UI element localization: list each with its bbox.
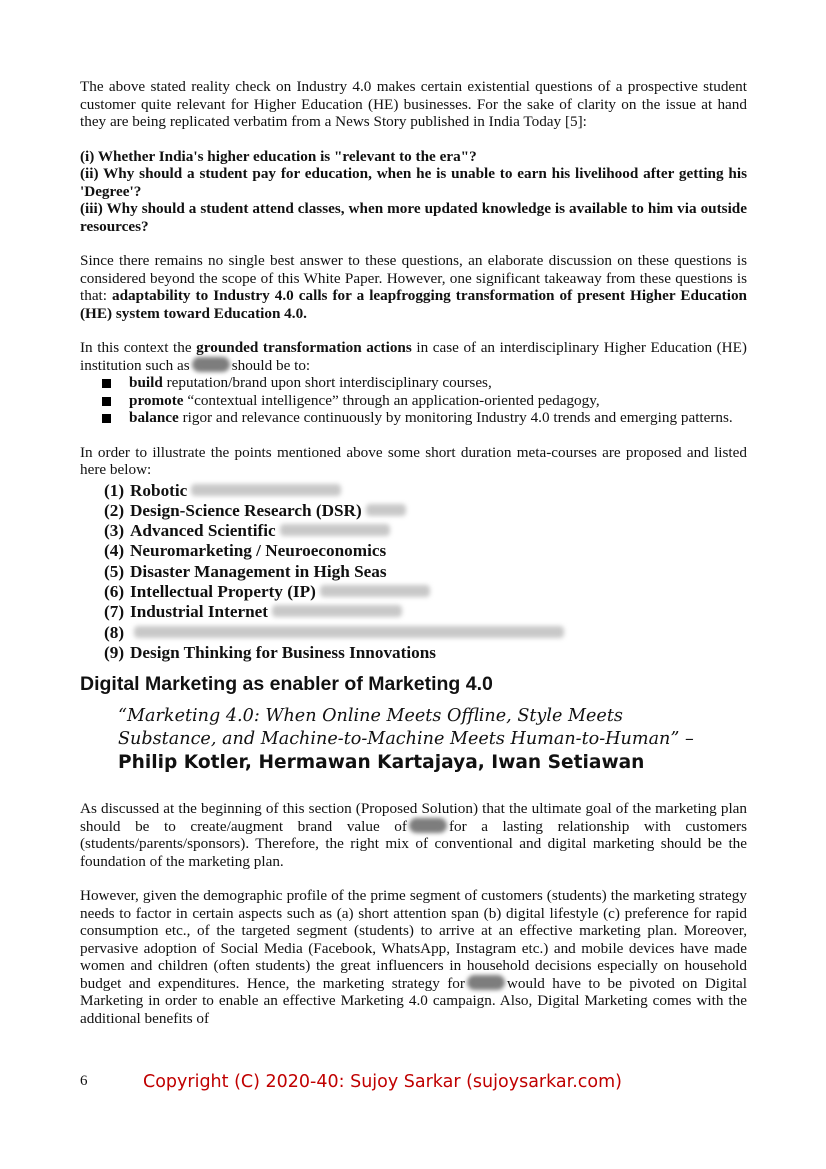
quote-author: Philip Kotler, Hermawan Kartajaya, Iwan Setiawan: [118, 752, 645, 774]
redacted-text: [280, 524, 390, 536]
square-bullet-icon: [102, 414, 111, 423]
square-bullet-icon: [102, 379, 111, 388]
intro-paragraph: The above stated reality check on Industry 4.0 makes certain existential questions of a prospective student customer quite relevant for Higher Education (HE) businesses. For the sake of clarity on the issue at hand they are being replicated verbatim from a News Story published in India Today [5]:: [80, 78, 747, 130]
illustrate-paragraph: In order to illustrate the points mentioned above some short duration meta-courses are proposed and listed here below:: [80, 443, 747, 478]
question-1: (i) Whether India's higher education is "relevant to the era"?: [80, 147, 477, 165]
redacted-text: [272, 605, 402, 617]
section-heading: Digital Marketing as enabler of Marketing 4.0: [80, 673, 493, 696]
quote-line: “Marketing 4.0: When Online Meets Offline, Style Meets: [118, 706, 623, 727]
redacted-name: [467, 975, 505, 990]
redacted-name: [409, 818, 447, 833]
question-3: (iii) Why should a student attend classes, when more updated knowledge is available to him via outside resources?: [80, 200, 747, 235]
redacted-text: [134, 626, 564, 638]
course-item: (6) Intellectual Property (IP): [104, 582, 747, 602]
action-item: balance rigor and relevance continuously by monitoring Industry 4.0 trends and emerging patterns.: [102, 409, 747, 427]
page-number: 6: [80, 1073, 88, 1089]
redacted-text: [366, 504, 406, 516]
redacted-name: [192, 357, 230, 372]
document-page: [80, 78, 747, 1027]
course-item: (9) Design Thinking for Business Innovations: [104, 642, 436, 662]
course-item: (4) Neuromarketing / Neuroeconomics: [104, 541, 387, 561]
context-paragraph: In this context the grounded transformation actions in case of an interdisciplinary Higher Education (HE) institution such as should be to:: [80, 339, 747, 374]
action-item: promote “contextual intelligence” through an application-oriented pedagogy,: [102, 392, 747, 410]
course-item: (7) Industrial Internet: [104, 602, 747, 622]
redacted-text: [320, 585, 430, 597]
redacted-text: [191, 484, 341, 496]
copyright-notice: Copyright (C) 2020-40: Sujoy Sarkar (sujoysarkar.com): [143, 1072, 623, 1092]
square-bullet-icon: [102, 397, 111, 406]
epigraph: [118, 705, 718, 774]
questions-block: [80, 148, 747, 236]
body-paragraph: As discussed at the beginning of this section (Proposed Solution) that the ultimate goal of the marketing plan should be to create/augment brand value of for a lasting relationship with customers (students/parents/sponsors). Therefore, the right mix of conventional and digital marketing should be the foundation of the marketing plan.: [80, 800, 748, 870]
since-paragraph: Since there remains no single best answer to these questions, an elaborate discussion on these questions is considered beyond the scope of this White Paper. However, one significant takeaway from these questions is that: adaptability to Industry 4.0 calls for a leapfrogging transformation of present Higher Education (HE) system toward Education 4.0.: [80, 252, 747, 322]
question-2: (ii) Why should a student pay for education, when he is unable to earn his livelihood after getting his 'Degree'?: [80, 165, 747, 200]
actions-list: [80, 374, 747, 427]
course-list: [80, 481, 747, 664]
action-item: build reputation/brand upon short interdisciplinary courses,: [102, 374, 747, 392]
course-item: (5) Disaster Management in High Seas: [104, 561, 387, 581]
takeaway-bold: adaptability to Industry 4.0 calls for a leapfrogging transformation of present Higher Education (HE) system toward Education 4.0.: [80, 287, 747, 322]
course-item: (8): [104, 623, 747, 643]
body-paragraph: However, given the demographic profile of the prime segment of customers (students) the marketing strategy needs to factor in certain aspects such as (a) short attention span (b) digital lifestyle (c) preference for rapid consumption etc., of the targeted segment (students) to arrive at an effective marketing plan. Moreover, pervasive adoption of Social Media (Facebook, WhatsApp, Instagram etc.) and mobile devices have made women and children (often students) the great influencers in household decisions especially on household budget and expenditures. Hence, the marketing strategy for would have to be pivoted on Digital Marketing in order to enable an effective Marketing 4.0 campaign. Also, Digital Marketing comes with the additional benefits of: [80, 887, 747, 1027]
course-item: (1) Robotic: [104, 481, 747, 501]
course-item: (3) Advanced Scientific: [104, 521, 747, 541]
course-item: (2) Design-Science Research (DSR): [104, 501, 747, 521]
quote-line: Substance, and Machine-to-Machine Meets Human-to-Human” –: [118, 729, 694, 750]
